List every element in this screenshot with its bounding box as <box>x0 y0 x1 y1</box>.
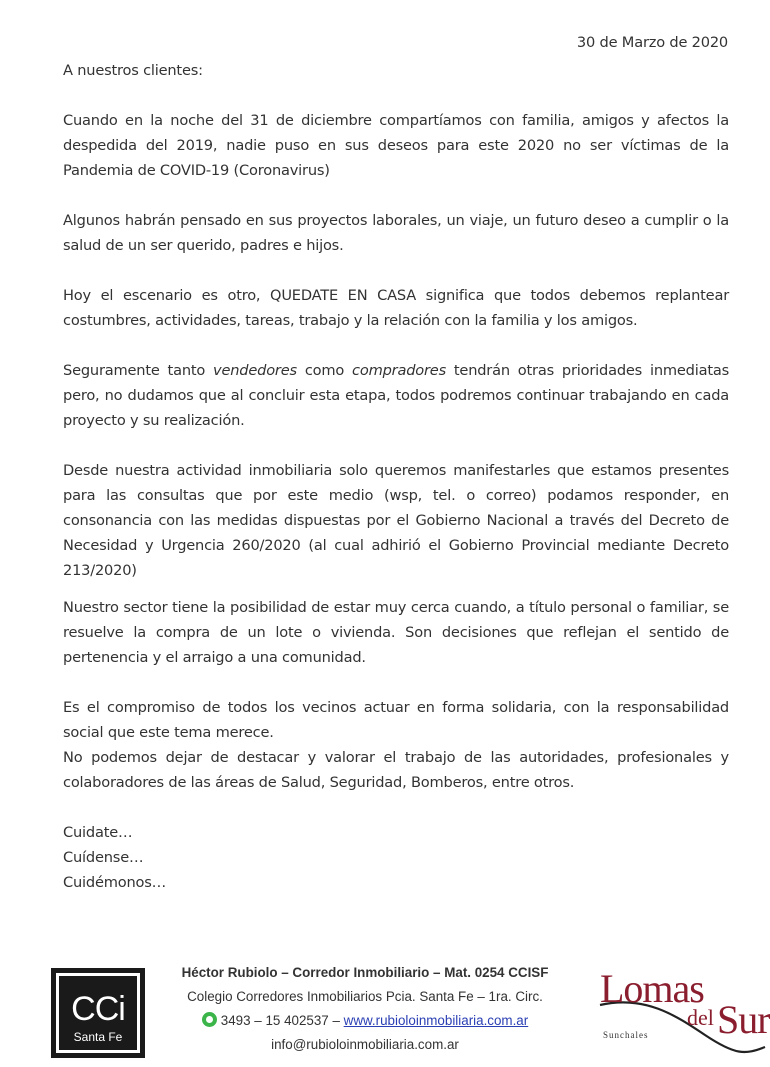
paragraph-7: Es el compromiso de todos los vecinos actuar en forma solidaria, con la responsabilidad social que este tema merece. <box>63 699 729 741</box>
p4-text-b: como <box>296 362 353 379</box>
cci-logo-text: CCi <box>71 990 125 1028</box>
website-link[interactable]: www.rubioloinmobiliaria.com.ar <box>343 1013 529 1028</box>
email-address[interactable]: info@rubioloinmobiliaria.com.ar <box>271 1037 459 1052</box>
paragraph-4 <box>63 358 729 433</box>
cci-santa-fe-logo <box>51 968 145 1058</box>
p4-emphasis-buyers: compradores <box>352 362 446 379</box>
letter-date: 30 de Marzo de 2020 <box>576 34 728 51</box>
letter-body <box>63 58 729 895</box>
broker-name: Héctor Rubiolo – Corredor Inmobiliario – Mat. 0254 CCISF <box>181 965 549 980</box>
contact-block <box>150 961 580 1057</box>
p4-text-a: Seguramente tanto <box>63 362 214 379</box>
sur-word: Sur <box>717 997 770 1042</box>
lomas-del-sur-logo <box>595 965 770 1065</box>
closing-line: Cuídense… <box>63 849 144 866</box>
closing <box>63 820 729 895</box>
p4-text-c: tendrán otras prioridades inmediatas pero, no dudamos que al concluir esta etapa, todos podremos continuar trabajando en cada proyecto y su realización. <box>63 362 729 429</box>
cci-logo-subtext: Santa Fe <box>73 1030 123 1044</box>
paragraph-8: No podemos dejar de destacar y valorar el trabajo de las autoridades, profesionales y colaboradores de las áreas de Salud, Seguridad, Bomberos, entre otros. <box>63 749 729 791</box>
paragraph-3: Hoy el escenario es otro, QUEDATE EN CASA significa que todos debemos replantear costumbres, actividades, tareas, trabajo y la relación con la familia y los amigos. <box>63 287 729 329</box>
paragraph-1: Cuando en la noche del 31 de diciembre compartíamos con familia, amigos y afectos la despedida del 2019, nadie puso en sus deseos para este 2020 no ser víctimas de la Pandemia de COVID-19 (Coronavirus) <box>63 112 729 179</box>
closing-line: Cuidémonos… <box>63 874 167 891</box>
p4-emphasis-sellers: vendedores <box>213 362 297 379</box>
sunchales-word: Sunchales <box>603 1030 649 1040</box>
closing-line: Cuidate… <box>63 824 133 841</box>
phone-number: 3493 – 15 402537 – <box>220 1013 344 1028</box>
college-line: Colegio Corredores Inmobiliarios Pcia. Santa Fe – 1ra. Circ. <box>187 989 543 1004</box>
greeting: A nuestros clientes: <box>63 62 203 79</box>
paragraph-6: Nuestro sector tiene la posibilidad de estar muy cerca cuando, a título personal o familiar, se resuelve la compra de un lote o vivienda. Son decisiones que reflejan el sentido de pertenencia y el arraigo a una comunidad. <box>63 599 729 666</box>
whatsapp-icon <box>202 1012 217 1027</box>
paragraph-2: Algunos habrán pensado en sus proyectos laborales, un viaje, un futuro deseo a cumplir o la salud de un ser querido, padres e hijos. <box>63 212 729 254</box>
lomas-word: Lomas <box>600 966 704 1011</box>
letter-footer <box>0 955 770 1067</box>
del-word: del <box>687 1005 714 1030</box>
paragraph-5: Desde nuestra actividad inmobiliaria solo queremos manifestarles que estamos presentes para las consultas que por este medio (wsp, tel. o correo) podamos responder, en consonancia con las medidas dispuestas por el Gobierno Nacional a través del Decreto de Necesidad y Urgencia 260/2020 (al cual adhirió el Gobierno Provincial mediante Decreto 213/2020) <box>63 462 729 579</box>
phone-line <box>150 1009 580 1033</box>
